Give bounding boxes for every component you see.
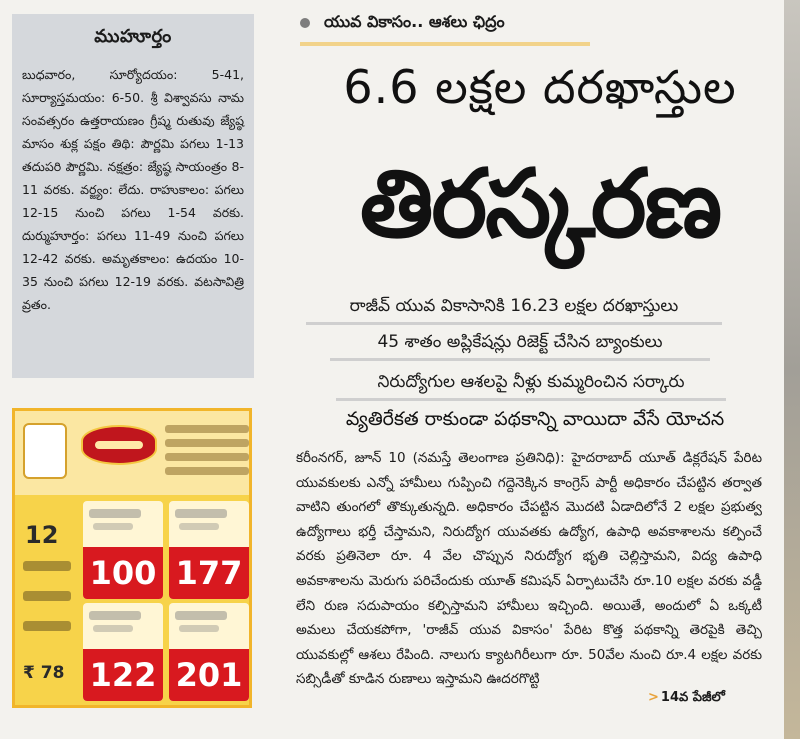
bullet-icon bbox=[300, 18, 310, 28]
deck-line: 45 శాతం అప్లికేషన్లు రిజెక్ట్ చేసిన బ్యాంకులు bbox=[330, 326, 710, 361]
ad-tile bbox=[83, 501, 163, 599]
ad-offer-panel bbox=[15, 495, 79, 708]
article-body: కరీంనగర్, జూన్ 10 (నమస్తే తెలంగాణ ప్రతినిధి): హైదరాబాద్ యూత్ డిక్లరేషన్ పేరిట యువకులకు ఎన్నో హామీలు గుప్పించి గద్దెనెక్కిన కాంగ్రెస్ పార్టీ అధికారం చేపట్టిన తర్వాత వాటిని తుంగలో తొక్కుతున్నది. అధికారం చేపట్టిన మొదటి ఏడాదిలోనే 2 లక్షల ప్రభుత్వ ఉద్యోగాలు భర్తీ చేస్తామని, నిరుద్యోగ యువతకు ఉద్యోగ, ఉపాధి అవకాశాలను కల్పించే వరకు ప్రతినెలా రూ. 4 వేల చొప్పున నిరుద్యోగ భృతి చెల్లిస్తామని, విద్య ఉపాధి అవకాశాలను మెరుగు పరిచేందుకు యూత్ కమిషన్ ఏర్పాటుచేసి రూ.10 లక్షల వరకు వడ్డీ లేని రుణ సదుపాయం కల్పిస్తామని హామీలు ఇచ్చింది. అయితే, అందులో ఏ ఒక్కటీ అమలు చేయకపోగా, 'రాజీవ్ యువ వికాసం' పేరిట కొత్త పథకాన్ని తెరపైకి తెచ్చి యువకుల్లో ఆశలు రేపింది. నాలుగు క్యాటగిరీలుగా రూ. 50వేల నుంచి రూ.4 లక్షల వరకు సబ్సిడీతో కూడిన రుణాలు ఇస్తామని ఊదరగొట్టి bbox=[296, 450, 762, 688]
muhurtham-text: బుధవారం, సూర్యోదయం: 5-41, సూర్యాస్తమయం: 6-50. శ్రీ విశ్వావసు నామ సంవత్సరం ఉత్తరాయణం గ్రీష్మ రుతువు జ్యేష్ఠ మాసం శుక్ల పక్షం తిథి: పౌర్ణమి పగలు 1-13 తదుపరి పౌర్ణమి. నక్షత్రం: జ్యేష్ఠ సాయంత్రం 8-11 వరకు. వర్జ్యం: లేదు. రాహుకాలం: పగలు 12-15 నుంచి పగలు 1-54 వరకు. దుర్ముహూర్తం: పగలు 11-49 నుంచి పగలు 12-42 వరకు. అమృతకాలం: ఉదయం 10-35 నుంచి పగలు 12-19 వరకు. వటసావిత్రి వ్రతం. bbox=[22, 67, 244, 312]
muhurtham-title: ముహూర్తం bbox=[94, 26, 172, 47]
article-kicker bbox=[300, 8, 505, 38]
ad-price: ₹ 78 bbox=[23, 663, 65, 683]
headline-line1: 6.6 లక్షల దరఖాస్తుల bbox=[343, 60, 737, 114]
ad-tile-price: 100 bbox=[83, 547, 163, 599]
advertisement bbox=[12, 408, 252, 708]
subdeck: వ్యతిరేకత రాకుండా పథకాన్ని వాయిదా వేసే యోచన bbox=[345, 408, 725, 430]
ad-tile-price: 177 bbox=[169, 547, 249, 599]
ad-header bbox=[15, 411, 249, 495]
ad-tile bbox=[83, 603, 163, 701]
ad-product-logo bbox=[81, 425, 157, 465]
ad-tile bbox=[169, 603, 249, 701]
kicker-underline bbox=[300, 42, 590, 46]
ad-tile bbox=[169, 501, 249, 599]
ad-tagline bbox=[165, 419, 249, 485]
deck-line: రాజీవ్ యువ వికాసానికి 16.23 లక్షల దరఖాస్తులు bbox=[306, 290, 722, 325]
ad-tile-price: 122 bbox=[83, 649, 163, 701]
deck-line: నిరుద్యోగుల ఆశలపై నీళ్లు కుమ్మరించిన సర్కారు bbox=[336, 366, 726, 401]
page-jump bbox=[648, 690, 725, 708]
page-edge bbox=[784, 0, 800, 739]
ad-tile-price: 201 bbox=[169, 649, 249, 701]
ad-count: 12 bbox=[25, 521, 59, 549]
kicker-text: యువ వికాసం.. ఆశలు ఛిద్రం bbox=[324, 11, 505, 31]
page-jump-text: 14వ పేజీలో bbox=[660, 690, 725, 705]
ad-brand-logo bbox=[23, 423, 67, 479]
headline-line2: తిరస్కరణ bbox=[359, 150, 721, 259]
arrow-icon: > bbox=[648, 690, 659, 705]
muhurtham-box bbox=[12, 14, 254, 378]
